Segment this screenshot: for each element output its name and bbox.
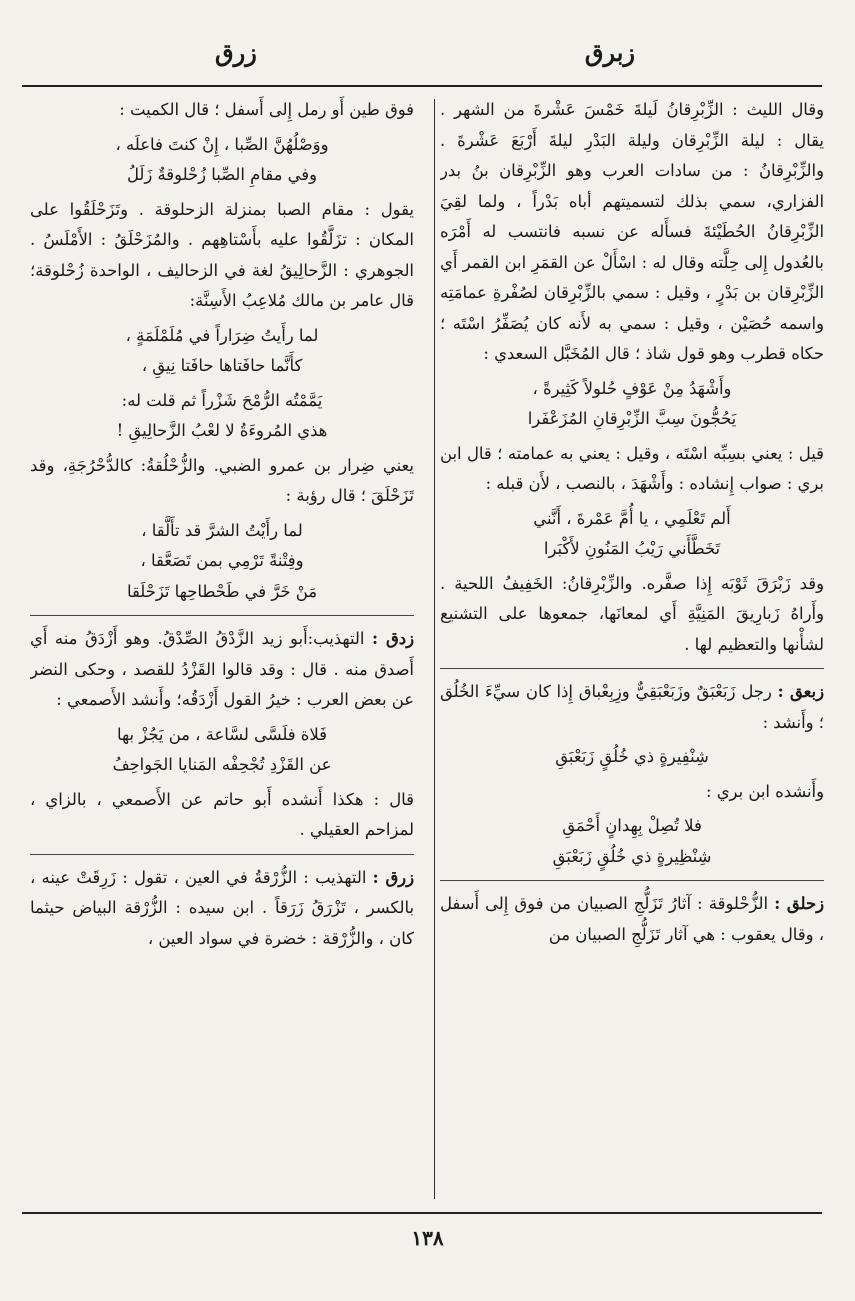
page-header [0,38,855,78]
paragraph: وقد زَبْرَقَ ثَوْبَه إِذا صفَّره. والزِّبْرِقانُ: الخَفِيفُ اللحية . وأَراهُ زَبارِيقَ المَنِيَّةِ أَي لمعانَها، جمعوها على التشنيع لشأْنها والتعظيم لها . [440,573,824,654]
entry-separator [440,880,824,881]
paragraph: فوق طين أَو رمل إِلى أَسفل ؛ قال الكميت : [119,100,414,119]
header-rule [22,85,822,87]
verse-line: وفِتْنةً تَرْمِي بمن تَصَعَّقا ، [140,551,304,570]
paragraph: وقال الليث : الزِّبْرِقانُ لَيلةَ خَمْسَ عَشْرةَ من الشهر . يقال : ليلة الزِّبْرِقان وليلة البَدْرِ ليلةَ أَرْبَعَ عَشْرةَ . والزِّبْرِقانُ : من سادات العرب وهو الزِّبْرِقان بنُ بدر الفزاري، سمي بذلك لتسميتهم أباه بَدْراً ، ولما لقِيَ الزِّبْرِقانُ الحُطَيْئةَ فسأَله عن نسبه فانتسب له أَمْرَه بالعُدول إِلى حِلَّته وقال له : اسْأَلْ عن القمَرِ ابن القمر أَي الزِّبْرِقان بن بَدْرٍ ، وقيل : سمي بالزِّبْرِقان لصُفْرةِ عمامَتِه واسمه حُصَيْن ، وقيل : سمي به لأَنه كان يُصَفِّرُ اسْتَه ؛ حكاه قطرب وهو قول شاذ ؛ قال المُخَبَّل السعدي : [440,100,824,363]
verse-line: هذي المُروءَةُ لا لعْبُ الزَّحالِيقِ ! [116,421,328,440]
running-head-left: زرق [215,38,257,67]
verse-line: يَحُجُّونَ سِبَّ الزِّبْرِقانِ المُزَعْفَرا [527,409,737,428]
entry-zahlaq [440,889,824,950]
paragraph: يعني ضِرار بن عمرو الضبي. والزُّحْلُقةُ: كالدُّحْرُجَةِ، وقد تَزَحْلَقَ ؛ قال رؤبة : [30,455,414,505]
verse-line: شِنْظِيرةٍ ذي خُلُقٍ زَبَعْبَقِ [552,846,712,866]
paragraph: قيل : يعني بسِبِّه اسْتَه ، وقيل : يعني به عمامته ؛ قال ابن بري : صواب إِنشاده : وأَشْهَدَ ، بالنصب ، لأَن قبله : [440,443,824,493]
verse [30,720,414,781]
entry-zaraq [30,863,414,955]
entry-separator [30,615,414,616]
verse-line: فلا تُصِلْ بِهِدانٍ أَحْمَقِ [562,816,702,835]
verse-line: يَمَّمْتُه الرُّمْحَ شَزْراً ثم قلت له: [121,390,323,410]
paragraph: وأَنشده ابن بري : [705,781,824,801]
entry-zadaq [30,624,414,716]
entry-text: التهذيب:أَبو زيد الزَّدْقُ الصِّدْقُ. وهو أَزْدَقُ منه أَي أَصدق منه . قال : وقد قالوا القَزْدُ للقصد ، وحكى النضر عن بعض العرب : خيرُ القول أَزْدَقُه؛ وأَنشد الأَصمعي : [30,629,414,709]
verse-line: أَلم تَعْلَمِي ، يا أُمَّ عَمْرةَ ، أَنَّني [533,508,731,528]
text-columns [22,95,822,1207]
verse-line: وأَشْهَدُ مِنْ عَوْفٍ حُلولاً كَثِيرةً ، [532,378,732,398]
column-divider [434,99,435,1199]
entry-headword: زدق : [371,629,414,648]
verse [30,321,414,382]
paragraph: قال : هكذا أَنشده أَبو حاتم عن الأَصمعي ، بالزاي ، لمزاحم العقيلي . [30,789,414,839]
verse-line: مَنْ خَرَّ في طَحْطاحِها تَزَحْلَقا [127,581,317,601]
left-column [30,95,414,1205]
verse-line: وفي مقامِ الصِّبا زُحْلوقةٌ زَلَلُ [126,165,318,184]
footer-rule [22,1212,822,1214]
verse [30,130,414,191]
verse [440,374,824,435]
verse-line: لما رأَيتُ ضِرَاراً في مُلَمْلَمَةٍ ، [125,325,319,345]
verse [440,811,824,872]
verse-line: ووَصْلُهُنَّ الصِّبا ، إِنْ كنتَ فاعلَه ، [115,134,329,154]
verse [30,386,414,447]
right-column [440,95,824,1205]
entry-headword: زرق : [372,867,414,887]
entry-separator [30,854,414,855]
paragraph: يقول : مقام الصبا بمنزلة الزحلوقة . وتَزَحْلَقُوا على المكان : تزَلَّقُوا عليه بأَسْتاهِهم . والمُزَحْلَقُ : الأَمْلَسُ . الجوهري : الزَّحالِيقُ لغة في الزحاليف ، الواحدة زُحْلوقة؛ قال عامر بن مالك مُلاعِبُ الأَسِنَّة: [30,199,414,310]
page-number: ١٣٨ [411,1226,444,1250]
verse-line: شِنْفِيرةٍ ذي خُلُقٍ زَبَعْبَقِ [555,747,709,766]
entry-zabaq [440,677,824,738]
entry-text: التهذيب : الزُّرْقةُ في العين ، تقول : زَرِقَتْ عينه ، بالكسر ، تَزْرَقُ زَرَقاً . ابن سيده : الزُّرْقة البياض حيثما كان ، والزُّرْقة : خضرة في سواد العين ، [30,867,414,948]
verse-line: لما رأَيْتُ الشرَّ قد تأَلَّقا ، [141,520,303,540]
entry-text: رجل زَبَعْبَقٌ وزَبَعْبَقِيٌّ وزِبِعْباق إِذا كان سيِّءَ الخُلُق ؛ وأَنشد : [440,682,824,732]
verse-line: كأَنَّما حافَتاها حافَتا نِيقِ ، [141,356,303,375]
verse-line: فَلاة فلَسَّى لسَّاعة ، من يَجُزْ بها [116,724,328,744]
verse [30,516,414,608]
running-head-right: زبرق [584,38,635,67]
verse-line: عن القَزْدِ تُجْحِفْه المَنايا الجَواحِفُ [112,755,332,774]
entry-headword: زحلق : [774,894,824,913]
entry-text: الزُّحْلوقة : آثارُ تَزَلُّجِ الصبيان من فوق إِلى أَسفل ، وقال يعقوب : هي آثار تَزَلُّجِ الصبيان من [440,894,824,944]
verse-line: تَخَطَّأَني رَيْبُ المَنُونِ لأَكْبَرا [543,539,721,558]
verse [440,504,824,565]
entry-headword: زبعق : [777,682,824,701]
entry-separator [440,668,824,669]
verse [440,742,824,773]
